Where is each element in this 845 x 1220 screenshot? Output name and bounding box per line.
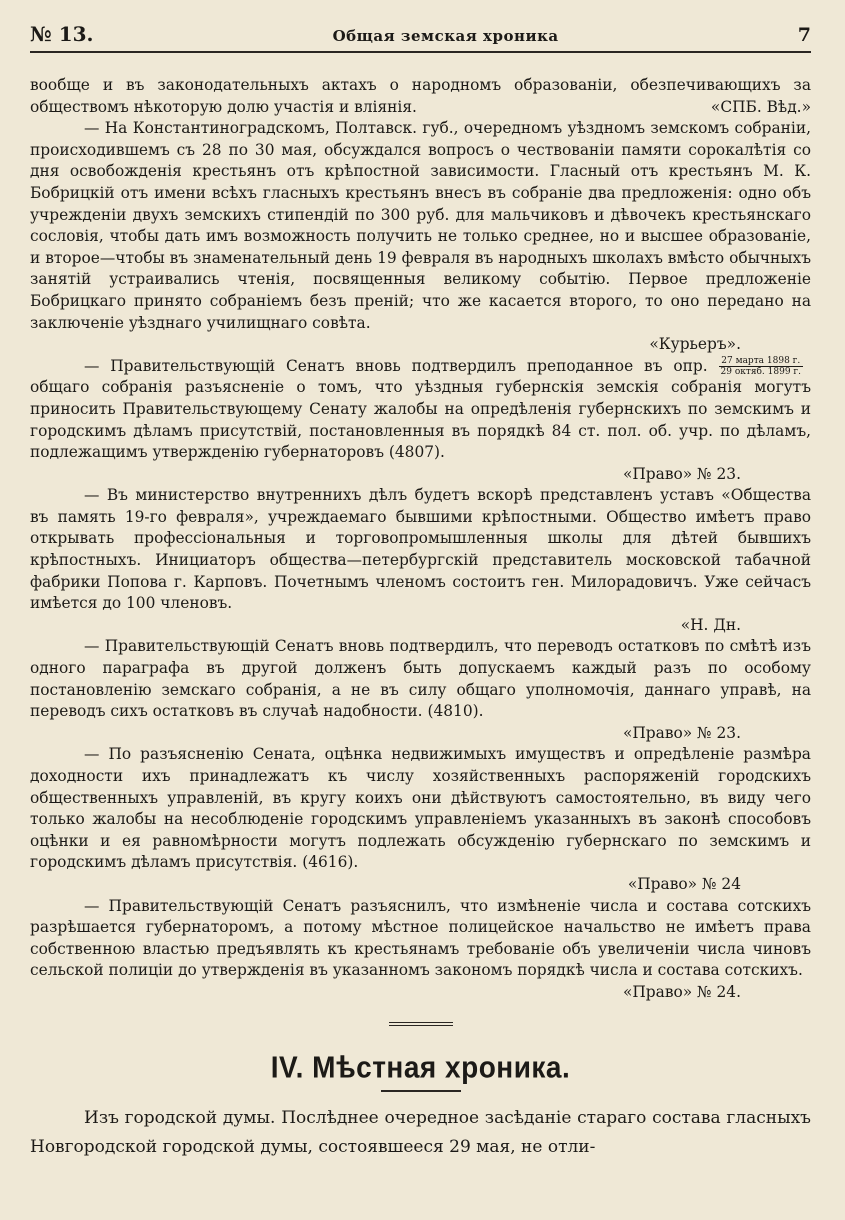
running-title: Общая земская хроника (332, 27, 559, 45)
section-title: IV. Мѣстная хроника. (270, 1050, 571, 1084)
paragraph (30, 356, 811, 464)
paragraph: — На Константиноградскомъ, Полтавск. губ., очередномъ уѣздномъ земскомъ собранiи, происходившемъ съ 28 по 30 мая, обсуждался вопросъ о чествованiи памяти сорокалѣтiя со дня освобожденiя крестьянъ отъ крѣпостной зависимости. Гласный отъ крестьянъ М. К. Бобрицкiй отъ имени всѣхъ гласныхъ крестьянъ внесъ въ собранiе два предложенiя: одно объ учрежденiи двухъ земскихъ стипендiй по 300 руб. для мальчиковъ и дѣвочекъ крестьянскаго сословiя, чтобы дать имъ возможность получить не только среднее, но и высшее образованiе, и второе—чтобы въ знаменательный день 19 февраля въ народныхъ школахъ вмѣсто обычныхъ занятiй устраивались чтенiя, посвященныя великому событiю. Первое предложенiе Бобрицкаго принято собранiемъ безъ пренiй; что же касается второго, то оно передано на заключенiе уѣзднаго училищнаго совѣта. (30, 119, 811, 332)
paragraph: Изъ городской думы. Послѣднее очередное засѣданiе стараго состава гласныхъ Новгородской городской думы, состоявшееся 29 мая, не отли- (30, 1107, 811, 1157)
section-title-rule (381, 1090, 461, 1092)
section-separator (389, 1022, 453, 1026)
paragraph: — Въ министерство внутреннихъ дѣлъ будетъ вскорѣ представленъ уставъ «Общества въ память 19-го февраля», учреждаемаго бывшими крѣпостными. Общество имѣетъ право открывать профессiональныя и торговопромышленныя школы для дѣтей бывшихъ крѣпостныхъ. Инициаторъ общества—петербургскiй представитель московской табачной фабрики Попова г. Карповъ. Почетнымъ членомъ состоитъ ген. Милорадовичъ. Уже сейчасъ имѣется до 100 членовъ. (30, 486, 811, 613)
date-bottom: 29 октяб. 1899 г. (720, 367, 801, 378)
paragraph-text: вообще и въ законодательныхъ актахъ о народномъ образованiи, обезпечивающихъ за обществомъ нѣкоторую долю участiя и влiянiя. (30, 76, 811, 116)
section-body (30, 1104, 811, 1162)
paragraph (30, 75, 811, 118)
header-rule (30, 51, 811, 53)
paragraph-text: общаго собранiя разъясненiе о томъ, что уѣздныя губернскiя земскiя собранiя могутъ приносить Правительствующему Сенату жалобы на опредѣленiя губернскихъ по земскимъ и городскимъ дѣламъ присутствiй, постановленныя въ порядкѣ 84 ст. пол. об. учр. по дѣламъ, подлежащимъ утвержденiю губернаторовъ (4807). (30, 378, 811, 462)
page-number: 7 (797, 24, 811, 46)
paragraph-source: «Право» № 23. (622, 464, 741, 483)
paragraph-text: — Правительствующiй Сенатъ вновь подтвердилъ преподанное въ опр. (84, 356, 708, 375)
date-fraction (719, 356, 804, 377)
paragraph-source: «Н. Дн. (680, 615, 741, 634)
paragraph-source: «Право» № 23. (622, 723, 741, 742)
paragraph-source: «СПБ. Вѣд.» (710, 97, 811, 116)
paragraph-source: «Курьеръ». (649, 335, 741, 354)
paragraph: — Правительствующiй Сенатъ вновь подтвердилъ, что переводъ остатковъ по смѣтѣ изъ одного параграфа въ другой долженъ быть допускаемъ каждый разъ по особому постановленiю земскаго собранiя, а не въ силу общаго уполномочiя, даннаго управѣ, на переводъ сихъ остатковъ въ случаѣ надобности. (4810). (30, 637, 811, 721)
issue-number: № 13. (30, 22, 94, 46)
paragraph-source: «Право» № 24 (627, 874, 741, 893)
article-body (30, 75, 811, 1004)
running-header (30, 22, 811, 48)
paragraph: — Правительствующiй Сенатъ разъяснилъ, что измѣненiе числа и состава сотскихъ разрѣшается губернаторомъ, а потому мѣстное полицейское начальство не имѣетъ права собственною властью предъявлять къ крестьянамъ требованiе объ увеличенiи числа чиновъ сельской полицiи до утвержденiя въ указанномъ закономъ порядкѣ числа и состава сотскихъ. (30, 896, 811, 980)
date-top: 27 марта 1898 г. (719, 356, 804, 367)
paragraph: — По разъясненiю Сената, оцѣнка недвижимыхъ имуществъ и опредѣленiе размѣра доходности ихъ принадлежатъ къ числу хозяйственныхъ распоряженiй городскихъ общественныхъ управленiй, въ кругу коихъ они дѣйствуютъ самостоятельно, въ виду чего только жалобы на несоблюденiе городскимъ управленiемъ указанныхъ въ законѣ способовъ оцѣнки и ея равномѣрности могутъ подлежать обсужденiю губернскаго по земскимъ и городскимъ дѣламъ присутствiя. (4616). (30, 745, 811, 872)
paragraph-source: «Право» № 24. (622, 982, 741, 1001)
